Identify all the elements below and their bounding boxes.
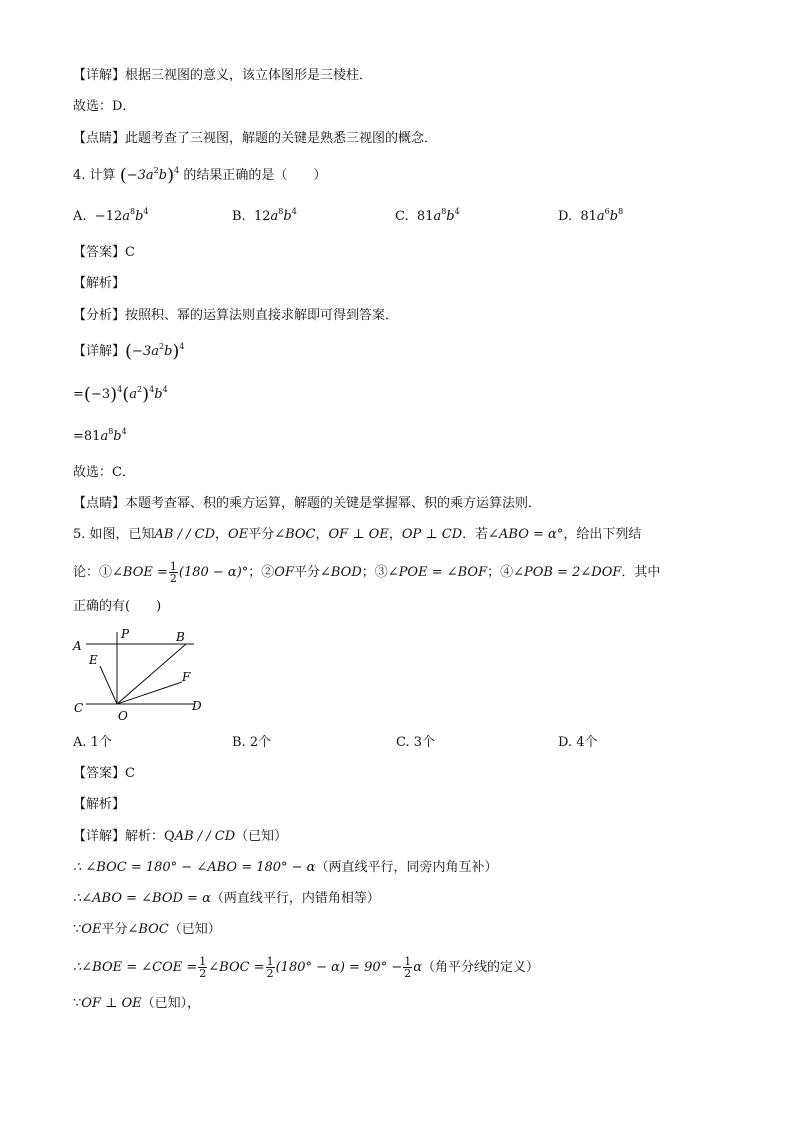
label-e: E <box>89 653 98 667</box>
label-p: P <box>121 627 130 641</box>
comment-line-1 <box>73 130 437 148</box>
comment-tag: 【点睛】 <box>73 131 126 146</box>
q5-step-1: 【详解】解析：QAB / / CD（已知） <box>73 829 288 844</box>
q4-option-c: C. $81a^8b^4$ <box>395 207 460 224</box>
detail-text: 根据三视图的意义，该立体图形是三棱柱． <box>125 68 373 83</box>
q4-detail: 【详解】$(-3a^2b)^4$ <box>73 341 185 362</box>
label-a: A <box>73 639 82 653</box>
question-5-line-2: 论：①∠BOE = $\frac{1}{2}$ (180 − α)°；②OF平分∠BOD；③∠POE = ∠BOF；④∠POB = 2∠DOF．其中 <box>73 560 661 585</box>
geometry-figure <box>70 624 210 724</box>
label-b: B <box>176 630 185 644</box>
q4-fenxi: 【分析】按照积、幂的运算法则直接求解即可得到答案． <box>73 308 399 323</box>
line-of <box>117 682 182 704</box>
q4-prefix: 4. 计算 <box>73 168 116 183</box>
q5-step-3: ∴∠ABO = ∠BOD = α（两直线平行，内错角相等） <box>73 891 380 906</box>
choose-line-1 <box>73 98 135 116</box>
label-c: C <box>74 701 84 715</box>
question-5-line-1: 5. 如图，已知AB / / CD，OE平分∠BOC，OF ⊥ OE，OP ⊥ CD．若∠ABO = α°，给出下列结 <box>73 527 642 542</box>
detail-tag: 【详解】 <box>73 68 126 83</box>
detail-line-1 <box>73 67 372 85</box>
q5-step-2: ∴ ∠BOC = 180° − ∠ABO = 180° − α（两直线平行，同旁内角互补） <box>73 860 498 875</box>
q4-option-a: A. $-12a^8b^4$ <box>73 207 149 224</box>
q5-option-b: B. 2个 <box>232 735 272 750</box>
q4-option-b: B. $12a^8b^4$ <box>232 207 297 224</box>
q5-option-a: A. 1个 <box>73 735 112 750</box>
q5-answer: 【答案】C <box>73 766 135 781</box>
question-5-line-3: 正确的有( ) <box>73 599 162 614</box>
comment-text: 此题考查了三视图，解题的关键是熟悉三视图的概念． <box>125 131 438 146</box>
question-4: 4. 计算 $(-3a^2b)^4$ 的结果正确的是（ ） <box>73 165 327 186</box>
q5-option-c: C. 3个 <box>396 735 436 750</box>
q5-step-6: ∵OF ⊥ OE（已知）， <box>73 996 201 1011</box>
q5-step-5: ∴∠BOE = ∠COE = $\frac{1}{2}$ ∠BOC = $\frac{1}{2}$ (180° − α) = 90° − $\frac{1}{2}$ α（角平分线的定义） <box>73 955 540 980</box>
q4-step-2: $=81a^8b^4$ <box>73 427 127 444</box>
label-o: O <box>118 709 128 723</box>
line-ob <box>117 644 186 704</box>
q4-comment: 【点睛】本题考查幂、积的乘方运算，解题的关键是掌握幂、积的乘方运算法则． <box>73 496 542 511</box>
q4-answer: 【答案】C <box>73 245 135 260</box>
choose-text: 故选：D． <box>73 99 136 114</box>
q4-suffix: 的结果正确的是（ ） <box>183 168 327 183</box>
q4-step-1: $=(-3)^4(a^2)^4b^4$ <box>73 384 168 405</box>
q5-step-4: ∵OE平分∠BOC（已知） <box>73 922 221 937</box>
q5-option-d: D. 4个 <box>558 735 598 750</box>
q5-analysis-tag: 【解析】 <box>73 797 126 812</box>
label-f: F <box>182 670 191 684</box>
q4-analysis-tag: 【解析】 <box>73 276 126 291</box>
line-oe <box>100 666 117 704</box>
q4-option-d: D. $81a^6b^8$ <box>558 207 624 224</box>
q4-choose: 故选：C． <box>73 465 135 480</box>
label-d: D <box>192 699 202 713</box>
